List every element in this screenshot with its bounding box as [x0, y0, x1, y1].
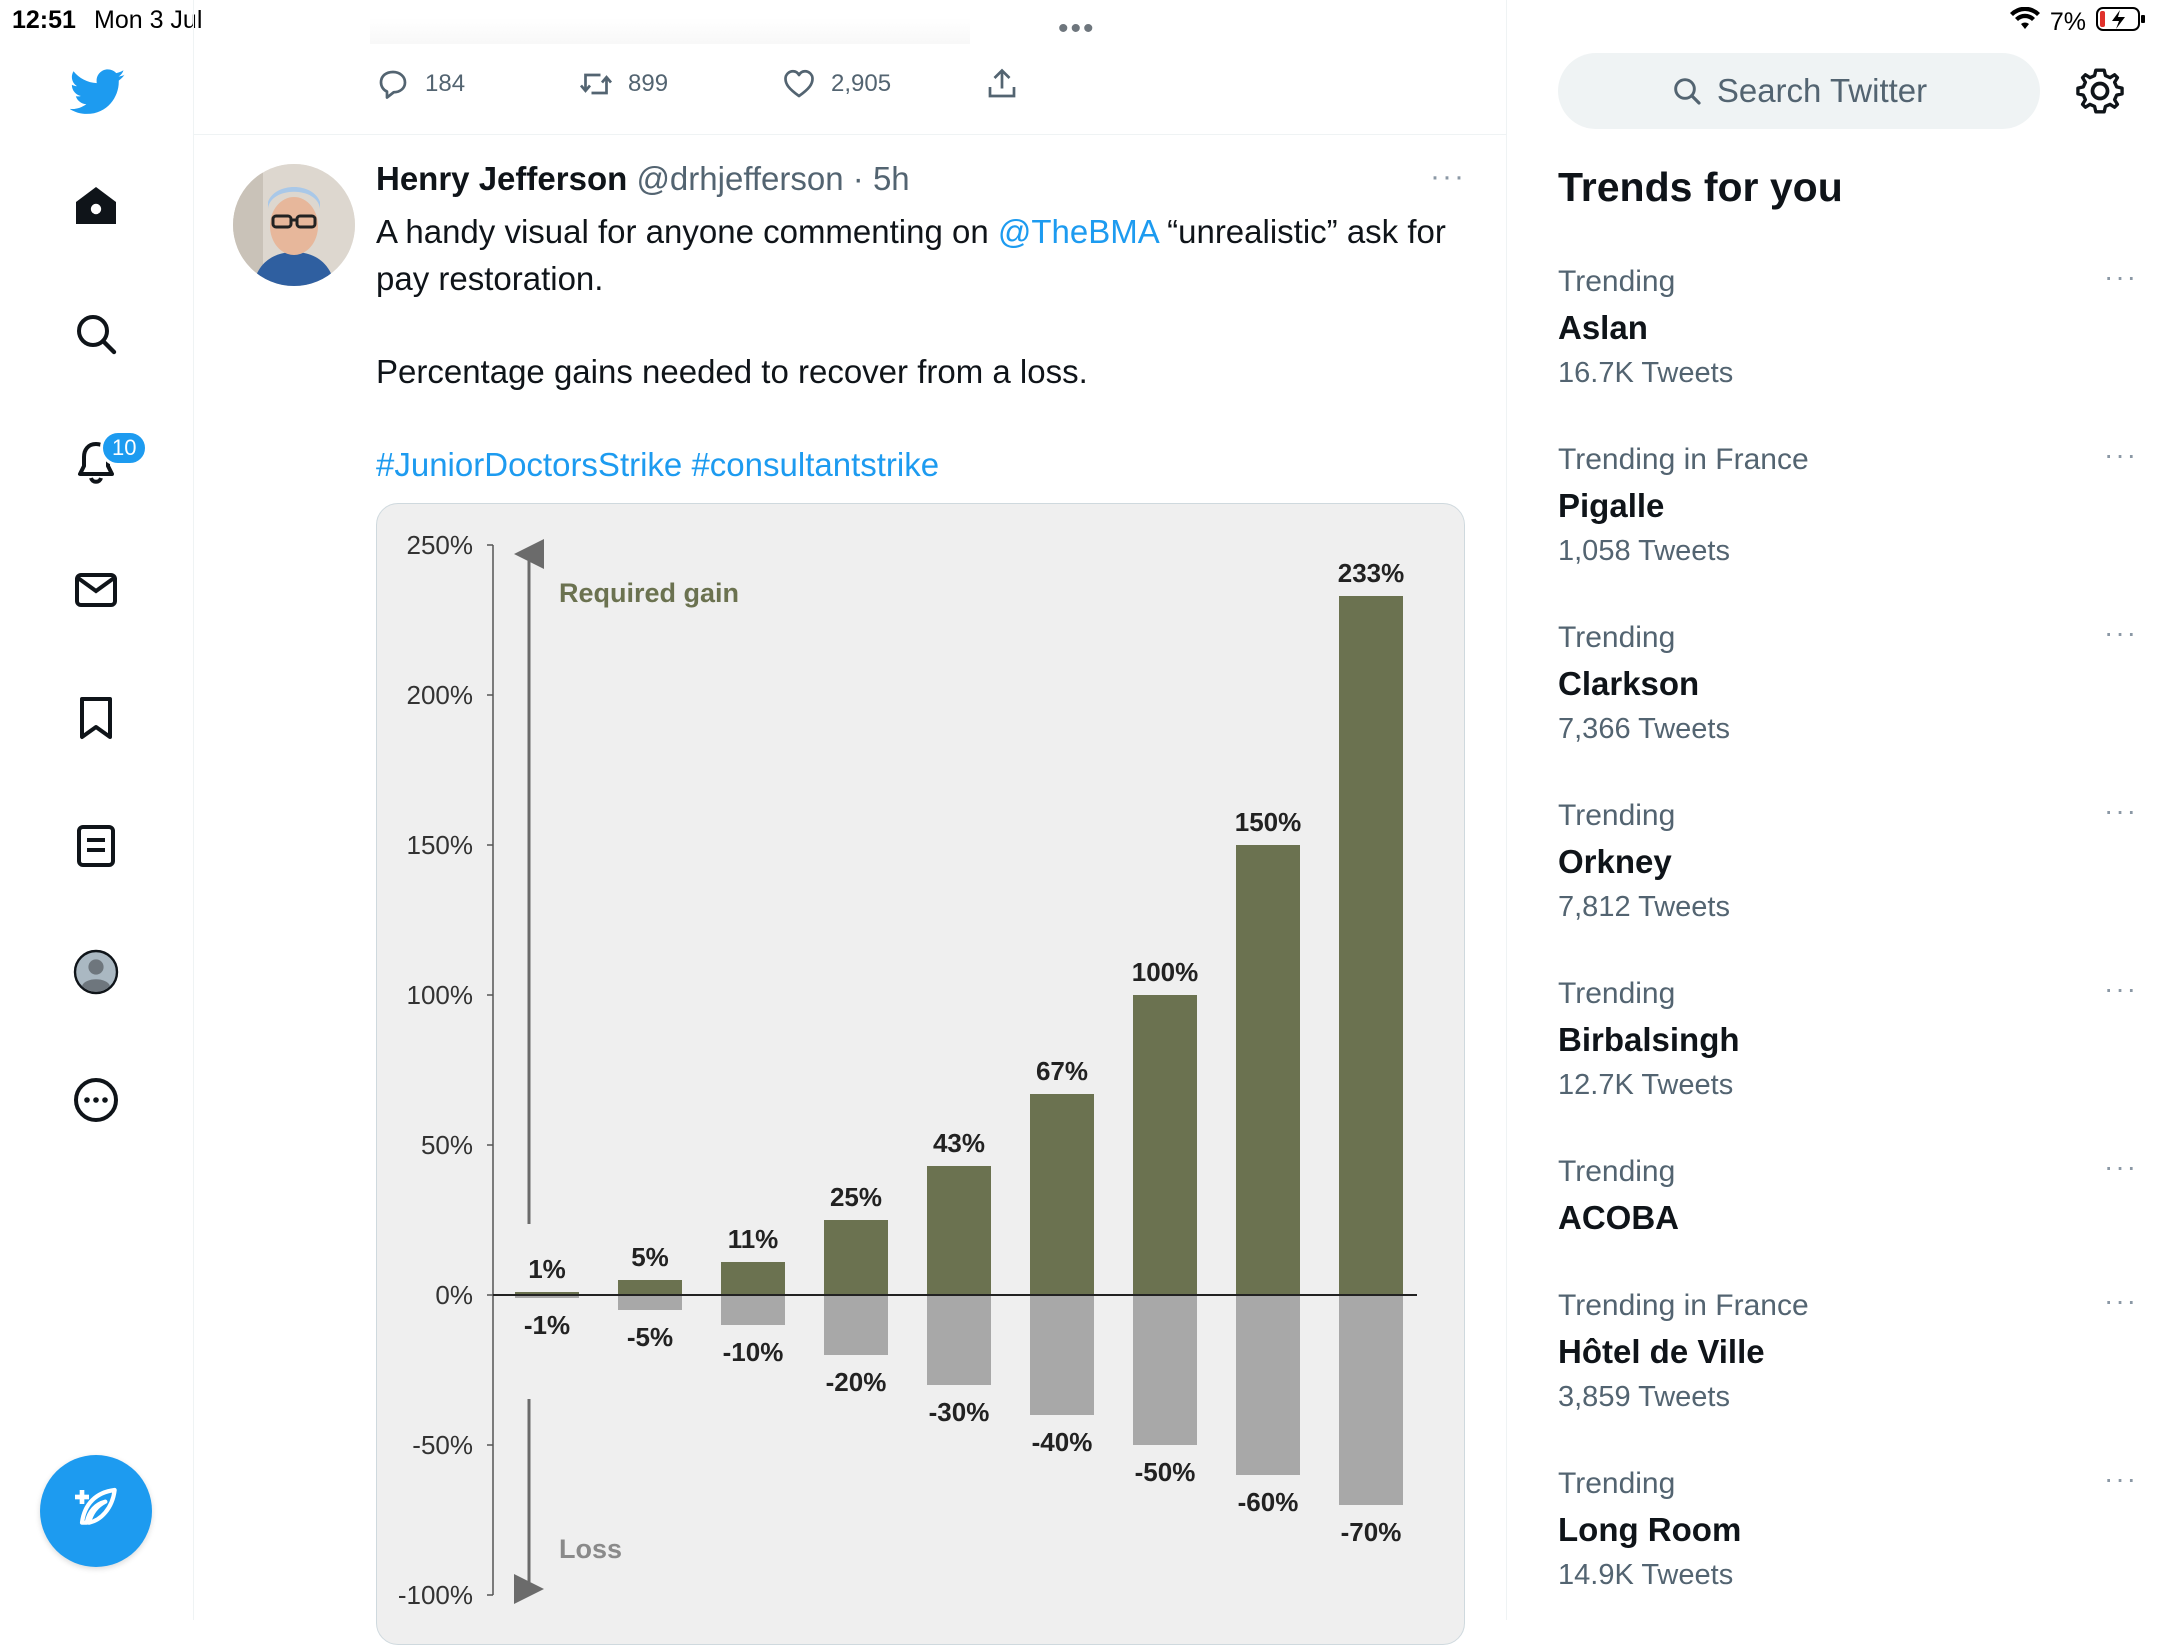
trend-tweet-count: 12.7K Tweets	[1558, 1069, 1734, 1101]
share-icon	[984, 66, 1020, 102]
hashtag-link[interactable]: #consultantstrike	[691, 446, 940, 483]
like-count: 2,905	[831, 70, 892, 97]
multitask-handle[interactable]: •••	[1058, 12, 1096, 45]
gain-bar	[1030, 1094, 1094, 1295]
y-tick-label: 200%	[406, 680, 473, 710]
trend-more-options[interactable]: ···	[2104, 1151, 2138, 1182]
mention-link[interactable]: @TheBMA	[997, 213, 1158, 250]
loss-data-label: -20%	[825, 1367, 887, 1397]
loss-data-label: -50%	[1134, 1457, 1196, 1487]
header-separator: ·	[852, 160, 864, 197]
gain-bar	[927, 1166, 991, 1295]
messages-envelope-icon[interactable]	[72, 566, 120, 614]
explore-search-icon[interactable]	[72, 310, 120, 358]
search-input[interactable]	[1558, 53, 2040, 129]
loss-bar	[721, 1295, 785, 1325]
reply-icon	[375, 66, 411, 102]
trend-more-options[interactable]: ···	[2104, 1285, 2138, 1316]
status-date: Mon 3 Jul	[94, 6, 203, 34]
tweet-timestamp[interactable]: 5h	[872, 160, 910, 197]
trend-more-options[interactable]: ···	[2104, 261, 2138, 292]
reply-action[interactable]	[375, 66, 465, 102]
previous-tweet-cutoff-text	[370, 18, 970, 44]
trend-name: ACOBA	[1558, 1199, 1679, 1236]
tweet-header	[376, 160, 910, 198]
gain-data-label: 150%	[1234, 807, 1302, 837]
notifications-count-badge: 10	[100, 430, 148, 466]
status-time: 12:51	[12, 6, 76, 34]
loss-bar	[1133, 1295, 1197, 1445]
tweet-text-line1: A handy visual for anyone commenting on	[376, 213, 998, 250]
trend-category: Trending	[1558, 621, 1676, 654]
compose-feather-icon	[68, 1483, 124, 1539]
tweet-media-chart[interactable]	[376, 503, 1465, 1645]
trend-category: Trending	[1558, 1467, 1676, 1500]
retweet-count: 899	[628, 70, 669, 97]
trend-tweet-count: 7,366 Tweets	[1558, 713, 1730, 745]
share-action[interactable]	[984, 66, 1020, 102]
loss-bar	[1339, 1295, 1403, 1505]
trend-item[interactable]	[1558, 1151, 2138, 1275]
trend-more-options[interactable]: ···	[2104, 1463, 2138, 1494]
bar-chart	[377, 504, 1464, 1644]
author-avatar[interactable]	[233, 164, 355, 286]
gain-data-label: 25%	[829, 1182, 883, 1212]
search-placeholder: Search Twitter	[1716, 72, 1928, 109]
retweet-icon	[578, 66, 614, 102]
heart-icon	[781, 66, 817, 102]
loss-bar	[824, 1295, 888, 1355]
trend-name: Aslan	[1558, 309, 1648, 346]
gain-data-label: 5%	[631, 1242, 669, 1272]
y-tick-label: 50%	[420, 1130, 473, 1160]
loss-data-label: -10%	[722, 1337, 784, 1367]
battery-percent: 7%	[2049, 8, 2086, 36]
trend-category: Trending in France	[1558, 1289, 1809, 1322]
gain-bar	[1339, 596, 1403, 1295]
trend-tweet-count: 7,812 Tweets	[1558, 891, 1730, 923]
loss-data-label: -5%	[626, 1322, 674, 1352]
bookmarks-icon[interactable]	[72, 694, 120, 742]
gain-bar	[1133, 995, 1197, 1295]
trend-item[interactable]	[1558, 617, 2138, 791]
trend-item[interactable]	[1558, 261, 2138, 435]
gain-data-label: 43%	[932, 1128, 986, 1158]
hashtag-link[interactable]: #JuniorDoctorsStrike	[376, 446, 683, 483]
trend-item[interactable]	[1558, 1285, 2138, 1459]
author-handle[interactable]: @drhjefferson	[636, 160, 844, 197]
tweet-text-line2: “unrealistic” ask for pay restoration.	[376, 213, 1446, 297]
trend-more-options[interactable]: ···	[2104, 439, 2138, 470]
trend-tweet-count: 14.9K Tweets	[1558, 1559, 1734, 1591]
loss-data-label: -30%	[928, 1397, 990, 1427]
gain-data-label: 1%	[528, 1254, 566, 1284]
tweet-text	[376, 208, 1476, 488]
gain-bar	[721, 1262, 785, 1295]
trend-item[interactable]	[1558, 973, 2138, 1147]
loss-data-label: -40%	[1031, 1427, 1093, 1457]
trend-name: Pigalle	[1558, 487, 1665, 524]
y-tick-label: 250%	[406, 530, 473, 560]
y-tick-label: -100%	[397, 1580, 473, 1610]
loss-bar	[1030, 1295, 1094, 1415]
loss-bar	[1236, 1295, 1300, 1475]
more-options-icon[interactable]	[72, 1076, 120, 1124]
trend-item[interactable]	[1558, 795, 2138, 969]
trend-category: Trending	[1558, 265, 1676, 298]
trend-category: Trending	[1558, 977, 1676, 1010]
y-tick-label: -50%	[412, 1430, 473, 1460]
trend-tweet-count: 3,859 Tweets	[1558, 1381, 1730, 1413]
gain-data-label: 233%	[1337, 558, 1405, 588]
trend-item[interactable]	[1558, 1463, 2138, 1637]
retweet-action[interactable]	[578, 66, 668, 102]
loss-annotation: Loss	[559, 1534, 623, 1564]
y-tick-label: 100%	[406, 980, 473, 1010]
tweet-paragraph-2: Percentage gains needed to recover from a loss.	[376, 353, 1088, 390]
required-gain-annotation: Required gain	[559, 578, 740, 608]
gain-bar	[618, 1280, 682, 1295]
loss-data-label: -1%	[523, 1310, 571, 1340]
loss-bar	[618, 1295, 682, 1310]
twitter-logo-icon[interactable]	[70, 64, 126, 120]
reply-count: 184	[425, 70, 466, 97]
trend-tweet-count: 16.7K Tweets	[1558, 357, 1734, 389]
loss-data-label: -70%	[1340, 1517, 1402, 1547]
trend-more-options[interactable]: ···	[2104, 617, 2138, 648]
y-tick-label: 0%	[435, 1280, 473, 1310]
trend-more-options[interactable]: ···	[2104, 795, 2138, 826]
like-action[interactable]	[781, 66, 891, 102]
gain-data-label: 100%	[1131, 957, 1199, 987]
loss-bar	[927, 1295, 991, 1385]
trend-more-options[interactable]: ···	[2104, 973, 2138, 1004]
compose-tweet-button[interactable]	[40, 1455, 152, 1567]
gain-bar	[824, 1220, 888, 1295]
trend-category: Trending in France	[1558, 443, 1809, 476]
trend-item[interactable]	[1558, 439, 2138, 613]
trend-tweet-count: 1,058 Tweets	[1558, 535, 1730, 567]
trend-category: Trending	[1558, 1155, 1676, 1188]
trend-name: Hôtel de Ville	[1558, 1333, 1765, 1370]
tweet-divider	[193, 134, 1506, 135]
profile-avatar-icon[interactable]	[72, 948, 120, 996]
trend-name: Long Room	[1558, 1511, 1742, 1548]
trend-name: Clarkson	[1558, 665, 1700, 702]
gain-bar	[1236, 845, 1300, 1295]
trend-name: Birbalsingh	[1558, 1021, 1740, 1058]
trends-heading: Trends for you	[1558, 164, 1843, 210]
gain-data-label: 11%	[727, 1224, 779, 1254]
left-navigation	[0, 0, 194, 1620]
home-icon[interactable]	[72, 182, 120, 230]
search-icon	[1671, 75, 1703, 107]
trend-name: Orkney	[1558, 843, 1672, 880]
lists-icon[interactable]	[72, 822, 120, 870]
settings-gear-icon[interactable]	[2075, 66, 2125, 116]
y-tick-label: 150%	[406, 830, 473, 860]
author-name[interactable]: Henry Jefferson	[376, 160, 628, 197]
tweet-more-options[interactable]: ···	[1430, 160, 1466, 193]
gain-data-label: 67%	[1035, 1056, 1089, 1086]
loss-data-label: -60%	[1237, 1487, 1299, 1517]
trend-category: Trending	[1558, 799, 1676, 832]
